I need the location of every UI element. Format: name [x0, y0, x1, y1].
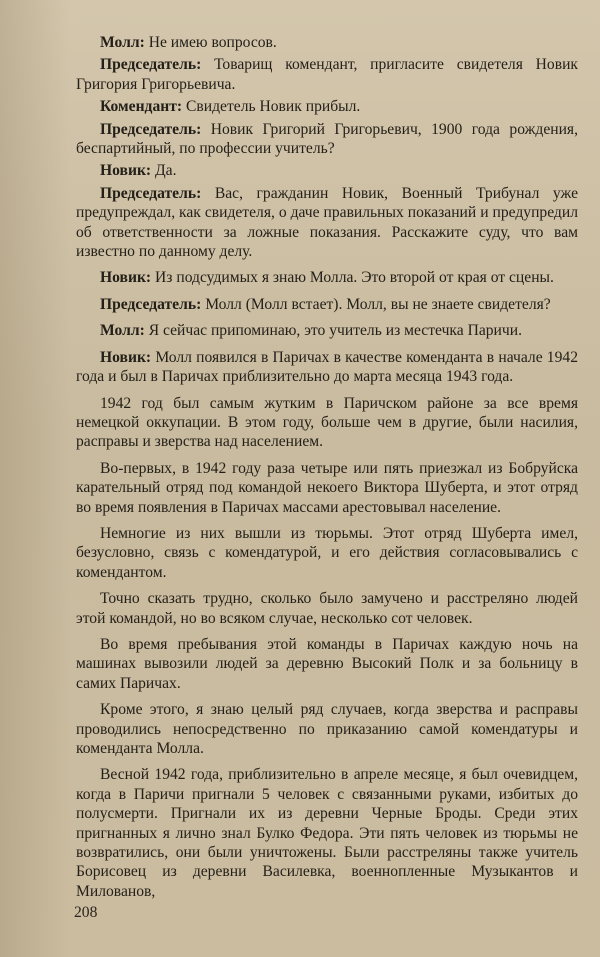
- page-number: 208: [74, 904, 98, 921]
- paragraph-text: Точно сказать трудно, сколько было замучено и расстреляно людей этой командой, но во всяком случае, несколько сот человек.: [76, 590, 578, 627]
- paragraph-7: [76, 268, 578, 287]
- paragraph-9: [76, 321, 578, 340]
- speaker-label: Председатель:: [100, 184, 202, 202]
- paragraph-text: Молл (Молл встает). Молл, вы не знаете свидетеля?: [201, 295, 551, 313]
- paragraph-text: Вас, гражданин Новик, Военный Трибунал уже предупреждал, как свидетеля, о даче правильных показаний и предупредил об ответственности за ложные показания. Расскажите суду, что вам известно по данному делу.: [76, 184, 578, 261]
- paragraph-17: [76, 765, 578, 901]
- paragraph-12: [76, 459, 578, 517]
- paragraph-text: Молл появился в Паричах в качестве коменданта в начале 1942 года и был в Паричах приблизительно до марта месяца 1943 года.: [76, 348, 578, 386]
- paragraph-11: [76, 394, 578, 452]
- paragraph-text: Не имею вопросов.: [144, 34, 277, 51]
- paragraph-8: [76, 295, 578, 314]
- paragraph-16: [76, 700, 578, 758]
- paragraph-text: Я сейчас припоминаю, это учитель из местечка Паричи.: [144, 322, 522, 340]
- paragraph-text: Во время пребывания этой команды в Паричах каждую ночь на машинах вывозили людей за деревню Высокий Полк и за больницу в самих Паричах.: [76, 635, 578, 692]
- speaker-label: Молл:: [100, 34, 145, 51]
- paragraph-5: [76, 161, 578, 180]
- paragraph-2: [76, 55, 578, 94]
- speaker-label: Новик:: [100, 269, 152, 287]
- paragraph-6: [76, 184, 578, 262]
- paragraph-10: [76, 348, 578, 387]
- speaker-label: Новик:: [100, 348, 152, 366]
- paragraph-text: Товарищ комендант, пригласите свидетеля Новик Григория Григорьевича.: [76, 56, 578, 93]
- paragraph-13: [76, 524, 578, 582]
- speaker-label: Новик:: [100, 162, 152, 180]
- paragraph-text: Немногие из них вышли из тюрьмы. Этот отряд Шуберта имел, безусловно, связь с комендатурой, и его действия согласовывались с комендантом.: [76, 524, 578, 581]
- paragraph-text: Свидетель Новик прибыл.: [182, 98, 361, 116]
- paragraph-text: Во-первых, в 1942 году раза четыре или пять приезжал из Бобруйска карательный отряд под командой некоего Виктора Шуберта, и этот отряд во время появления в Паричах массами арестовывал население.: [76, 459, 578, 516]
- paragraph-3: [76, 97, 578, 116]
- paragraph-1: [76, 33, 578, 52]
- speaker-label: Комендант:: [100, 98, 183, 116]
- paragraph-4: [76, 120, 578, 159]
- paragraph-text: Новик Григорий Григорьевич, 1900 года рождения, беспартийный, по профессии учитель?: [76, 120, 578, 158]
- paragraph-text: Да.: [151, 162, 177, 180]
- speaker-label: Молл:: [100, 322, 145, 340]
- paragraph-15: [76, 635, 578, 693]
- paragraph-text: Из подсудимых я знаю Молла. Это второй от края от сцены.: [151, 269, 554, 287]
- paragraph-text: 1942 год был самым жутким в Паричском районе за все время немецкой оккупации. В этом году, больше чем в другие, были насилия, расправы и зверства над населением.: [76, 394, 578, 451]
- speaker-label: Председатель:: [100, 56, 202, 74]
- paragraph-text: Кроме этого, я знаю целый ряд случаев, когда зверства и расправы проводились непосредственно по приказанию самой комендатуры и коменданта Молла.: [76, 701, 578, 757]
- paragraph-text: Весной 1942 года, приблизительно в апреле месяце, я был очевидцем, когда в Паричи пригнали 5 человек с связанными руками, избитых до полусмерти. Пригнали их из деревни Черные Броды. Среди этих пригнанных я лично знал Булко Федора. Эти пять человек из тюрьмы не возвратились, они были уничтожены. Были расстреляны также учитель Борисовец из деревни Василевка, военнопленные Музыкантов и Милованов,: [76, 766, 578, 900]
- speaker-label: Председатель:: [100, 295, 202, 313]
- speaker-label: Председатель:: [100, 120, 202, 138]
- paragraph-14: [76, 589, 578, 628]
